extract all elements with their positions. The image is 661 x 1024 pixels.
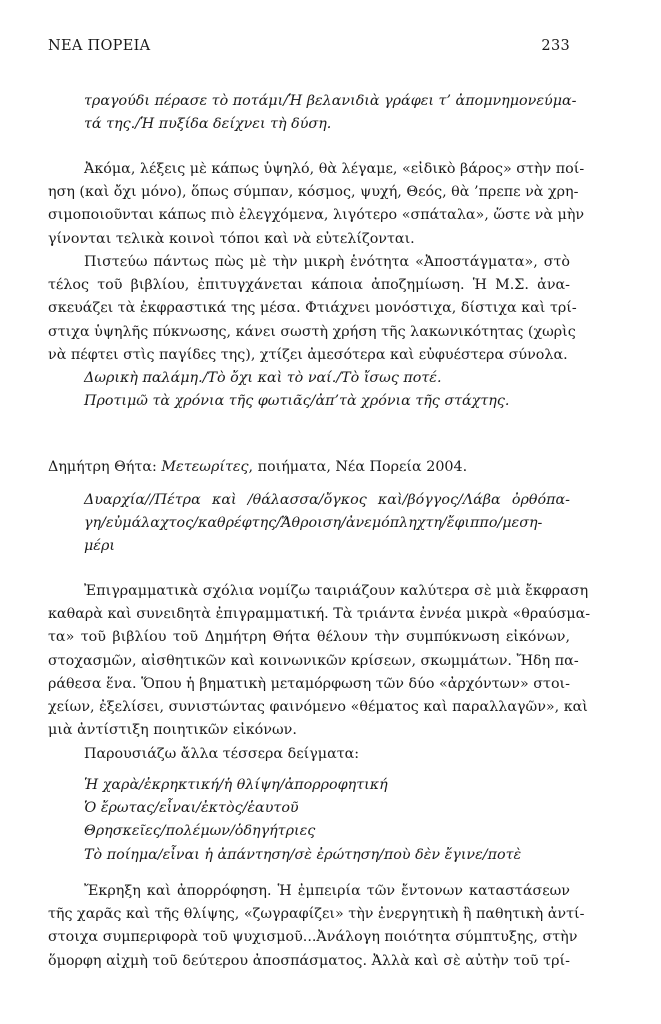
quote-block-3 (48, 489, 570, 559)
text-line: Ἐπιγραμματικὰ σχόλια νομίζω ταιριάζουν καλύτερα σὲ μιὰ ἔκφραση (84, 583, 589, 599)
citation-details: , ποιήματα, Νέα Πορεία 2004. (248, 459, 468, 475)
text-line: μιὰ ἀντίστιξη ποιητικῶν εἰκόνων. (48, 722, 297, 739)
text-line: σιμοποιοῦνται κάπως πιὸ ἐλεγχόμενα, λιγότερο «σπάταλα», ὥστε νὰ μὴν (48, 207, 585, 224)
paragraph (48, 580, 591, 742)
quote-block-1 (48, 90, 577, 136)
paragraph (48, 158, 585, 251)
sample-line: Ἡ χαρὰ/ἐκρηκτική/ἡ θλίψη/ἀπορροφητική (84, 777, 388, 793)
text-line: χείων, ἐξελίσει, συνιστώντας φαινόμενο «θέματος καὶ παραλλαγῶν», καὶ (48, 698, 588, 715)
quote-line: γη/εὐμάλαχτος/καθρέφτης/Ἄθροιση/ἀνεμόπληχτη/ἔφιππο/μεση- (84, 515, 543, 532)
text-line: Ἔκρηξη καὶ ἀπορρόφηση. Ἡ ἐμπειρία τῶν ἔντονων καταστάσεων (84, 883, 570, 899)
text-line: στοχασμῶν, αἰσθητικῶν καὶ κοινωνικῶν κρίσεων, σκωμμάτων. Ἤδη πα- (48, 652, 579, 669)
paragraph (48, 251, 577, 367)
text-line: ηση (καὶ ὄχι μόνο), ὅπως σύμπαν, κόσμος, ψυχή, Θεός, θὰ ’πρεπε νὰ χρη- (48, 184, 579, 201)
text-line: νὰ πέφτει στὶς παγίδες της), χτίζει ἀμεσότερα καὶ εὐφυέστερα σύνολα. (48, 346, 568, 363)
text-line: στιχα ὑψηλῆς πύκνωσης, κάνει σωστὴ χρήση τῆς λακωνικότητας (χωρὶς (48, 323, 576, 340)
quote-line: Δωρικὴ παλάμη./Τὸ ὄχι καὶ τὸ ναί./Τὸ ἴσως ποτέ. (84, 370, 442, 386)
text-line: στοιχα συμπεριφορὰ τοῦ ψυχισμοῦ...Ἀνάλογη ποιότητα σύμπτυξης, στὴν (48, 929, 578, 946)
text-line: τέλος τοῦ βιβλίου, ἐπιτυγχάνεται κάποια ἀποζημίωση. Ἡ Μ.Σ. ἀνα- (48, 277, 570, 294)
text-line: ὅμορφη αἰχμὴ τοῦ δεύτερου ἀποσπάσματος. Ἀλλὰ καὶ σὲ αὐτὴν τοῦ τρί- (48, 952, 570, 969)
text-line: τα» τοῦ βιβλίου τοῦ Δημήτρη Θήτα θέλουν τὴν συμπύκνωση εἰκόνων, (48, 629, 570, 646)
quote-line: μέρι (84, 538, 115, 555)
sample-line: Θρησκεῖες/πολέμων/ὁδηγήτριες (84, 823, 316, 840)
quote-line: τραγούδι πέρασε τὸ ποτάμι/Ἡ βελανιδιὰ γράφει τ’ ἀπομνημονεύμα- (84, 93, 577, 109)
book-citation (48, 456, 570, 479)
sample-line: Ὁ ἔρωτας/εἶναι/ἐκτὸς/ἑαυτοῦ (84, 800, 299, 817)
paragraph (48, 880, 585, 973)
page-header (48, 38, 570, 58)
text-line: ράθεσα ἕνα. Ὅπου ἡ βηματικὴ μεταμόρφωση τῶν δύο «ἀρχόντων» στοι- (48, 675, 570, 692)
text-line: καθαρὰ καὶ συνειδητὰ ἐπιγραμματική. Τὰ τριάντα ἐννέα μικρὰ «θραύσμα- (48, 606, 591, 623)
quote-block-2 (48, 367, 570, 413)
running-head: ΝΕΑ ΠΟΡΕΙΑ (48, 38, 151, 54)
citation-author: Δημήτρη Θήτα: (48, 459, 162, 475)
text-line: σκευάζει τὰ ἐκφραστικά της μέσα. Φτιάχνει μονόστιχα, δίστιχα καὶ τρί- (48, 300, 577, 317)
text-line: Πιστεύω πάντως πὼς μὲ τὴν μικρὴ ἑνότητα «Ἀποστάγματα», στὸ (84, 254, 570, 270)
text-line: γίνονται τελικὰ κοινοὶ τόποι καὶ νὰ εὐτελίζονται. (48, 230, 415, 247)
paragraph (48, 743, 570, 766)
quote-line: Δυαρχία//Πέτρα καὶ /θάλασσα/ὄγκος καὶ/βόγγος/Λάβα ὀρθόπα- (84, 492, 570, 508)
quote-line: Προτιμῶ τὰ χρόνια τῆς φωτιᾶς/ἀπ’τὰ χρόνια τῆς στάχτης. (84, 393, 510, 410)
text-line: τῆς χαρᾶς καὶ τῆς θλίψης, «ζωγραφίζει» τὴν ἐνεργητικὴ ἢ παθητικὴ ἀντί- (48, 906, 585, 923)
samples-list (48, 774, 570, 867)
quote-line: τά της./Ἡ πυξίδα δείχνει τὴ δύση. (84, 116, 332, 133)
citation-title: Μετεωρίτες (161, 459, 249, 475)
text-line: Παρουσιάζω ἄλλα τέσσερα δείγματα: (84, 746, 360, 762)
text-line: Ἀκόμα, λέξεις μὲ κάπως ὑψηλό, θὰ λέγαμε, «εἰδικὸ βάρος» στὴν ποί- (84, 161, 585, 177)
sample-line: Τὸ ποίημα/εἶναι ἡ ἀπάντηση/σὲ ἐρώτηση/ποὺ δὲν ἔγινε/ποτὲ (84, 846, 522, 863)
page-number: 233 (541, 38, 570, 54)
